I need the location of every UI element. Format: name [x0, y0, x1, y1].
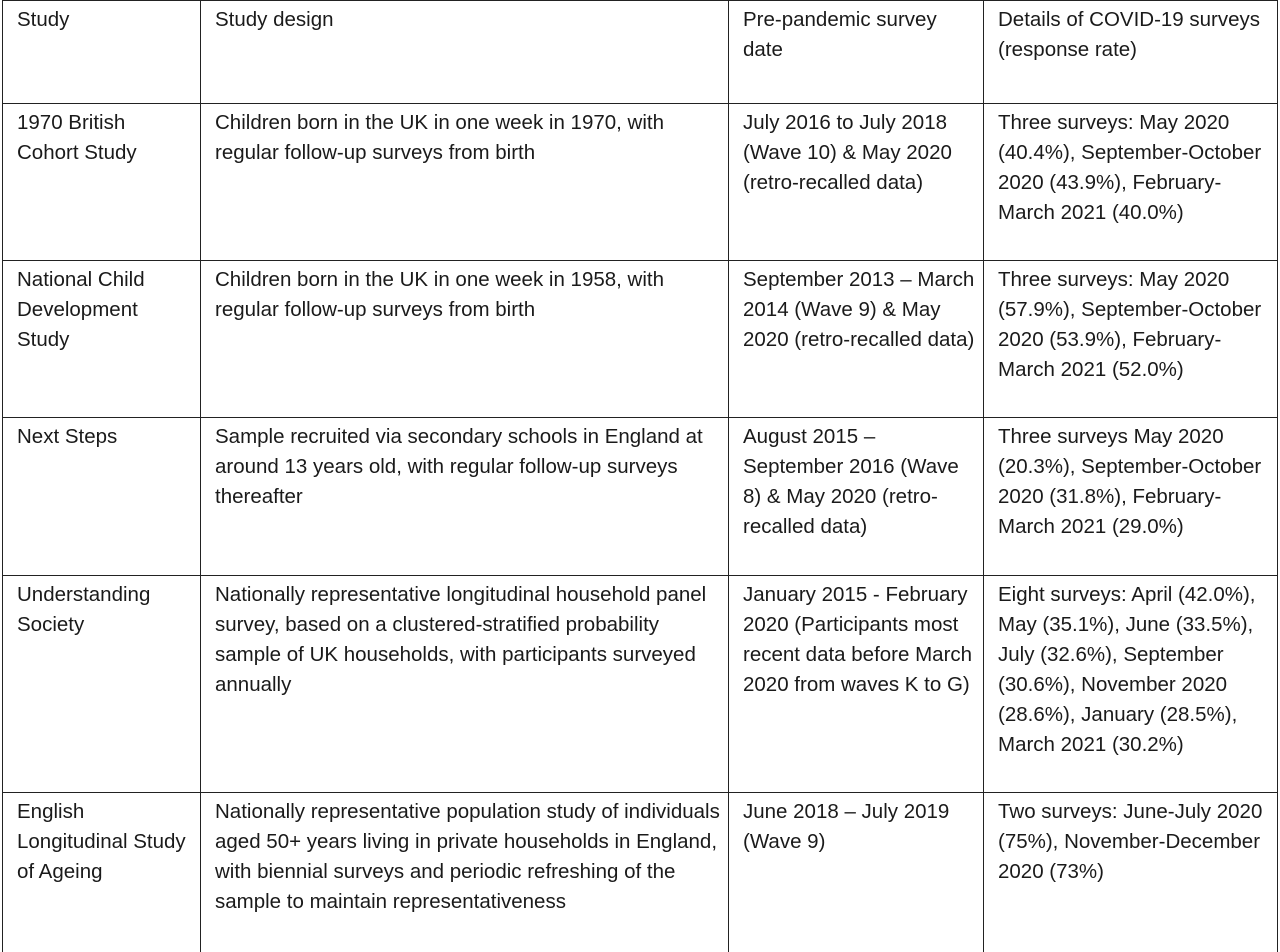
cell-pre-pandemic-date: July 2016 to July 2018 (Wave 10) & May 2020 (retro-recalled data) [729, 104, 984, 261]
cell-pre-pandemic-date: September 2013 – March 2014 (Wave 9) & May 2020 (retro-recalled data) [729, 261, 984, 418]
cell-covid-surveys: Three surveys May 2020 (20.3%), September-October 2020 (31.8%), February-March 2021 (29.0%) [984, 418, 1278, 576]
cell-design: Nationally representative longitudinal household panel survey, based on a clustered-stratified probability sample of UK households, with participants surveyed annually [201, 576, 729, 793]
cell-covid-surveys: Three surveys: May 2020 (57.9%), September-October 2020 (53.9%), February-March 2021 (52.0%) [984, 261, 1278, 418]
cell-study: National Child Development Study [3, 261, 201, 418]
header-study: Study [3, 1, 201, 104]
cell-covid-surveys: Two surveys: June-July 2020 (75%), November-December 2020 (73%) [984, 793, 1278, 952]
header-study-design: Study design [201, 1, 729, 104]
cell-design: Nationally representative population study of individuals aged 50+ years living in private households in England, with biennial surveys and periodic refreshing of the sample to maintain representativeness [201, 793, 729, 952]
table-row [3, 576, 1278, 793]
table-row [3, 261, 1278, 418]
header-pre-pandemic-date: Pre-pandemic survey date [729, 1, 984, 104]
cell-study: Next Steps [3, 418, 201, 576]
study-table [2, 0, 1278, 952]
table-header-row [3, 1, 1278, 104]
table-row [3, 418, 1278, 576]
cell-study: 1970 British Cohort Study [3, 104, 201, 261]
cell-covid-surveys: Eight surveys: April (42.0%), May (35.1%), June (33.5%), July (32.6%), September (30.6%), November 2020 (28.6%), January (28.5%), March 2021 (30.2%) [984, 576, 1278, 793]
cell-design: Children born in the UK in one week in 1970, with regular follow-up surveys from birth [201, 104, 729, 261]
cell-study: English Longitudinal Study of Ageing [3, 793, 201, 952]
table-row [3, 793, 1278, 952]
cell-design: Children born in the UK in one week in 1958, with regular follow-up surveys from birth [201, 261, 729, 418]
table-row [3, 104, 1278, 261]
cell-pre-pandemic-date: June 2018 – July 2019 (Wave 9) [729, 793, 984, 952]
header-covid-surveys: Details of COVID-19 surveys (response rate) [984, 1, 1278, 104]
cell-pre-pandemic-date: August 2015 – September 2016 (Wave 8) & May 2020 (retro-recalled data) [729, 418, 984, 576]
cell-pre-pandemic-date: January 2015 - February 2020 (Participants most recent data before March 2020 from waves K to G) [729, 576, 984, 793]
cell-study: Understanding Society [3, 576, 201, 793]
cell-design: Sample recruited via secondary schools in England at around 13 years old, with regular follow-up surveys thereafter [201, 418, 729, 576]
cell-covid-surveys: Three surveys: May 2020 (40.4%), September-October 2020 (43.9%), February-March 2021 (40.0%) [984, 104, 1278, 261]
